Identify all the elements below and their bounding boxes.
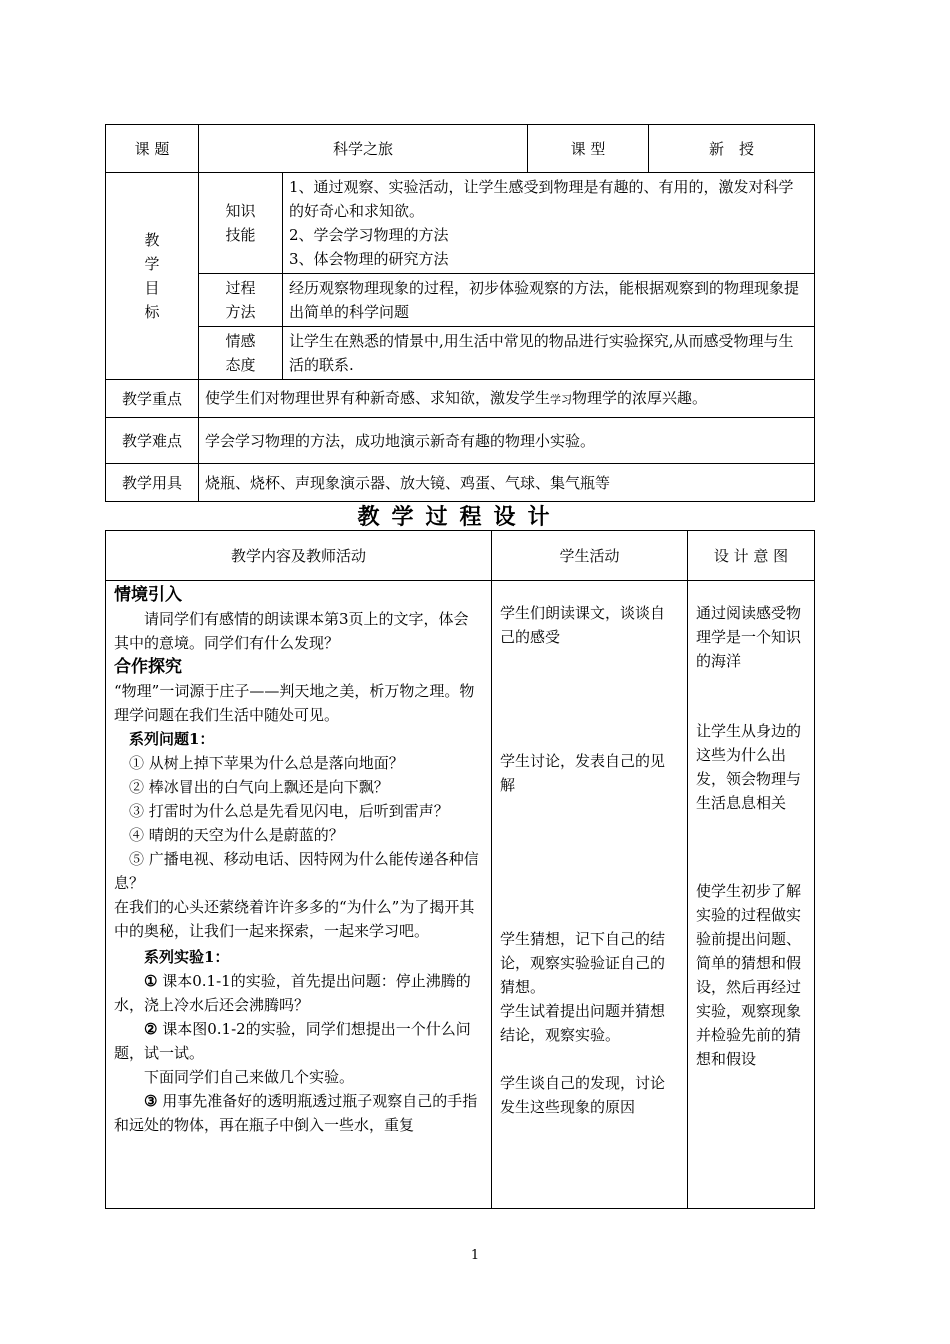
topic-value: 科学之旅 [199,125,528,173]
experiment-item: ② 课本图0.1-2的实验，同学们想提出一个什么问题，试一试。 [114,1020,471,1062]
section-heading-intro: 情境引入 [114,585,182,605]
goals-label: 教 学 目 标 [106,173,199,380]
teacher-activity [106,581,492,1209]
student-note: 学生讨论，发表自己的见解 [500,752,666,794]
question-item: ② 棒冰冒出的白气向上飘还是向下飘？ [129,778,389,796]
design-intent [688,581,815,1209]
experiment-intro: 下面同学们自己来做几个实验。 [144,1068,355,1086]
design-note: 让学生从身边的这些为什么出发，领会物理与生活息息相关 [696,722,802,812]
section-heading-explore: 合作探究 [114,657,182,677]
experiment-series-title: 系列实验1： [144,948,230,966]
difficulty-text: 学会学习物理的方法，成功地演示新奇有趣的物理小实验。 [199,418,815,464]
question-item: ① 从树上掉下苹果为什么总是落向地面？ [129,754,404,772]
design-note: 通过阅读感受物理学是一个知识的海洋 [696,604,802,670]
tools-label: 教学用具 [106,464,199,502]
student-activity [492,581,688,1209]
explore-paragraph: “物理”一词源于庄子——判天地之美，析万物之理。物理学问题在我们生活中随处可见。 [114,682,475,724]
transition-paragraph: 在我们的心头还萦绕着许许多多的“为什么”为了揭开其中的奥秘，让我们一起来探索，一起来学习吧。 [114,898,475,940]
question-item: ③ 打雷时为什么总是先看见闪电，后听到雷声？ [129,802,449,820]
student-note: 学生们朗读课文，谈谈自己的感受 [500,604,666,646]
key-point-text: 使学生们对物理世界有种新奇感、求知欲，激发学生学习物理学的浓厚兴趣。 [199,380,815,418]
student-note: 学生猜想，记下自己的结论，观察实验验证自己的猜想。 [500,930,666,996]
question-item: ④ 晴朗的天空为什么是蔚蓝的？ [129,826,344,844]
student-note: 学生谈自己的发现，讨论发生这些现象的原因 [500,1074,666,1116]
knowledge-label: 知识技能 [199,173,283,274]
question-series-title: 系列问题1： [129,730,215,748]
process-label: 过程方法 [199,274,283,327]
tools-text: 烧瓶、烧杯、声现象演示器、放大镜、鸡蛋、气球、集气瓶等 [199,464,815,502]
intro-paragraph: 请同学们有感情的朗读课本第3页上的文字，体会其中的意境。同学们有什么发现？ [114,610,469,652]
col-student-header: 学生活动 [492,531,688,581]
page-number: 1 [470,1248,480,1263]
topic-label: 课 题 [106,125,199,173]
type-value: 新 授 [649,125,815,173]
process-title: 教学过程设计 [357,504,562,530]
emotion-label: 情感态度 [199,327,283,380]
col-design-header: 设 计 意 图 [688,531,815,581]
col-teacher-header: 教学内容及教师活动 [106,531,492,581]
experiment-item: ① 课本0.1-1的实验，首先提出问题：停止沸腾的水，浇上冷水后还会沸腾吗？ [114,972,471,1014]
lesson-info-table [105,124,815,502]
emotion-goal: 让学生在熟悉的情景中,用生活中常见的物品进行实验探究,从而感受物理与生活的联系. [283,327,815,380]
process-table [105,530,815,1209]
key-point-label: 教学重点 [106,380,199,418]
student-note: 学生试着提出问题并猜想结论，观察实验。 [500,1002,666,1044]
experiment-item: ③ 用事先准备好的透明瓶透过瓶子观察自己的手指和远处的物体，再在瓶子中倒入一些水，重复 [114,1092,478,1134]
difficulty-label: 教学难点 [106,418,199,464]
knowledge-goals: 1、通过观察、实验活动，让学生感受到物理是有趣的、有用的，激发对科学的好奇心和求知欲。 2、学会学习物理的方法 3、体会物理的研究方法 [283,173,815,274]
process-goal: 经历观察物理现象的过程，初步体验观察的方法，能根据观察到的物理现象提出简单的科学问题 [283,274,815,327]
type-label: 课 型 [528,125,649,173]
question-item: ⑤ 广播电视、移动电话、因特网为什么能传递各种信息？ [114,850,479,892]
design-note: 使学生初步了解实验的过程做实验前提出问题、简单的猜想和假设，然后再经过实验，观察现象并检验先前的猜想和假设 [696,882,802,1068]
